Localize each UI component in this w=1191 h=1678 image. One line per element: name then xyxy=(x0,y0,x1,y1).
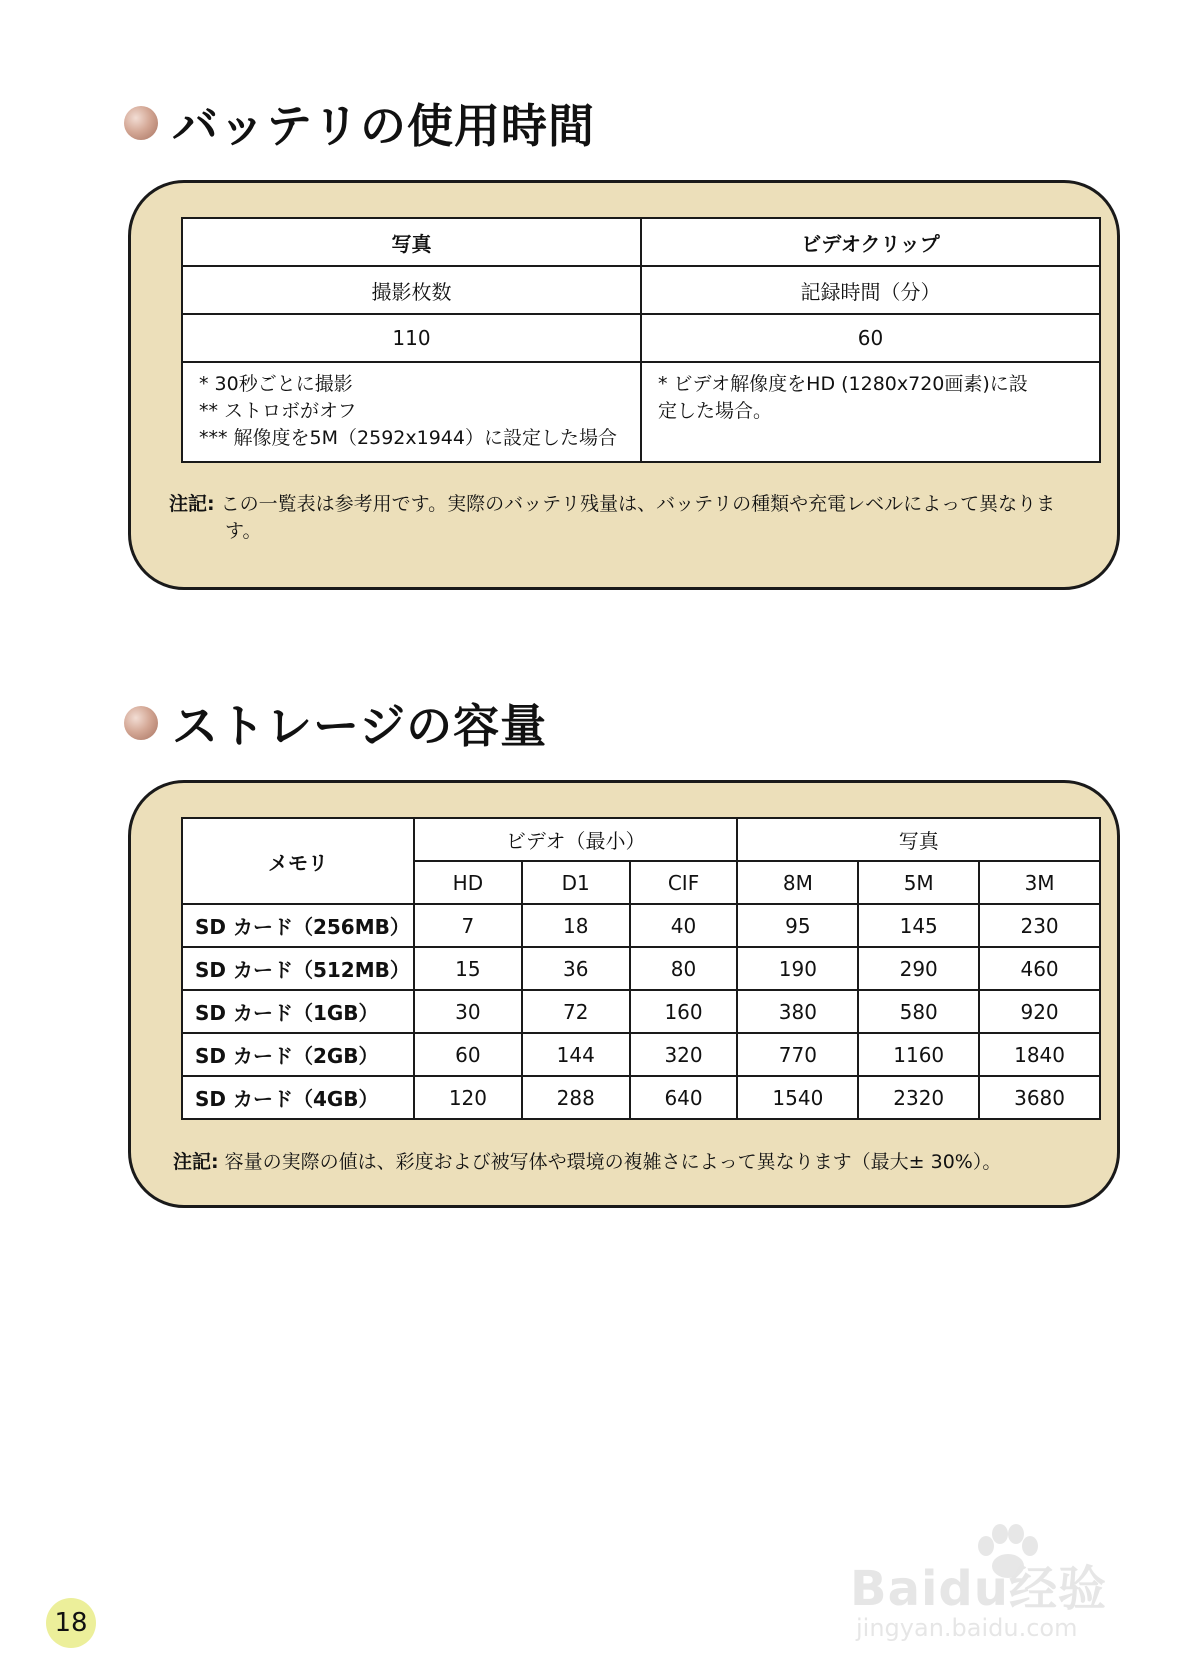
watermark xyxy=(850,1530,1140,1650)
watermark-main: Baidu经验 xyxy=(850,1561,1107,1617)
storage-note-text: 容量の実際の値は、彩度および被写体や環境の複雑さによって異なります（最大± 30%）。 xyxy=(224,1151,1002,1173)
battery-header-photo: 写真 xyxy=(182,218,641,266)
value-cell: 230 xyxy=(979,904,1100,947)
battery-notes-photo xyxy=(182,362,641,462)
battery-header-video: ビデオクリップ xyxy=(641,218,1100,266)
battery-sub-video: 記録時間（分） xyxy=(641,266,1100,314)
battery-note-continued: す。 xyxy=(225,520,262,542)
value-cell: 30 xyxy=(414,990,522,1033)
table-row xyxy=(182,947,1100,990)
storage-section-title xyxy=(124,690,547,756)
memory-cell: SD カード（4GB） xyxy=(182,1076,414,1119)
table-row xyxy=(182,1076,1100,1119)
value-cell: 290 xyxy=(858,947,979,990)
battery-value-photo: 110 xyxy=(182,314,641,362)
battery-note-text: この一覧表は参考用です。実際のバッテリ残量は、バッテリの種類や充電レベルによって異なりま xyxy=(220,493,1056,515)
note-line: * ビデオ解像度をHD (1280x720画素)に設 xyxy=(658,373,1028,395)
page-number: 18 xyxy=(46,1598,96,1648)
value-cell: 380 xyxy=(737,990,858,1033)
section-bullet-icon xyxy=(124,106,158,140)
storage-table xyxy=(181,817,1101,1120)
value-cell: 3680 xyxy=(979,1076,1100,1119)
value-cell: 95 xyxy=(737,904,858,947)
value-cell: 18 xyxy=(522,904,630,947)
value-cell: 320 xyxy=(630,1033,738,1076)
storage-header-memory: メモリ xyxy=(182,818,414,904)
value-cell: 80 xyxy=(630,947,738,990)
note-line: ** ストロボがオフ xyxy=(199,400,357,422)
battery-panel xyxy=(128,180,1120,590)
battery-title-text: バッテリの使用時間 xyxy=(172,99,595,153)
value-cell: 7 xyxy=(414,904,522,947)
battery-value-video: 60 xyxy=(641,314,1100,362)
memory-cell: SD カード（512MB） xyxy=(182,947,414,990)
storage-header-photo: 写真 xyxy=(737,818,1100,861)
table-row xyxy=(182,1033,1100,1076)
storage-panel xyxy=(128,780,1120,1208)
battery-notes-video xyxy=(641,362,1100,462)
battery-note-label: 注記: xyxy=(169,493,215,515)
value-cell: 580 xyxy=(858,990,979,1033)
battery-note xyxy=(169,491,1069,545)
memory-cell: SD カード（256MB） xyxy=(182,904,414,947)
value-cell: 36 xyxy=(522,947,630,990)
value-cell: 460 xyxy=(979,947,1100,990)
value-cell: 920 xyxy=(979,990,1100,1033)
storage-col-8m: 8M xyxy=(737,861,858,904)
value-cell: 1840 xyxy=(979,1033,1100,1076)
note-line: *** 解像度を5M（2592x1944）に設定した場合 xyxy=(199,427,617,449)
storage-title-text: ストレージの容量 xyxy=(172,699,548,753)
value-cell: 144 xyxy=(522,1033,630,1076)
storage-col-cif: CIF xyxy=(630,861,738,904)
storage-header-video: ビデオ（最小） xyxy=(414,818,737,861)
section-bullet-icon xyxy=(124,706,158,740)
value-cell: 640 xyxy=(630,1076,738,1119)
value-cell: 2320 xyxy=(858,1076,979,1119)
battery-sub-photo: 撮影枚数 xyxy=(182,266,641,314)
value-cell: 72 xyxy=(522,990,630,1033)
storage-note xyxy=(173,1149,1093,1176)
watermark-sub: jingyan.baidu.com xyxy=(856,1614,1078,1642)
storage-col-hd: HD xyxy=(414,861,522,904)
storage-col-d1: D1 xyxy=(522,861,630,904)
value-cell: 160 xyxy=(630,990,738,1033)
table-row xyxy=(182,990,1100,1033)
value-cell: 60 xyxy=(414,1033,522,1076)
note-line: * 30秒ごとに撮影 xyxy=(199,373,353,395)
value-cell: 120 xyxy=(414,1076,522,1119)
storage-note-label: 注記: xyxy=(173,1151,219,1173)
value-cell: 1540 xyxy=(737,1076,858,1119)
battery-section-title xyxy=(124,90,595,156)
value-cell: 15 xyxy=(414,947,522,990)
storage-col-5m: 5M xyxy=(858,861,979,904)
storage-col-3m: 3M xyxy=(979,861,1100,904)
memory-cell: SD カード（2GB） xyxy=(182,1033,414,1076)
value-cell: 190 xyxy=(737,947,858,990)
battery-table xyxy=(181,217,1101,463)
value-cell: 145 xyxy=(858,904,979,947)
value-cell: 40 xyxy=(630,904,738,947)
value-cell: 1160 xyxy=(858,1033,979,1076)
note-line: 定した場合。 xyxy=(658,400,773,422)
value-cell: 288 xyxy=(522,1076,630,1119)
table-row xyxy=(182,904,1100,947)
memory-cell: SD カード（1GB） xyxy=(182,990,414,1033)
value-cell: 770 xyxy=(737,1033,858,1076)
